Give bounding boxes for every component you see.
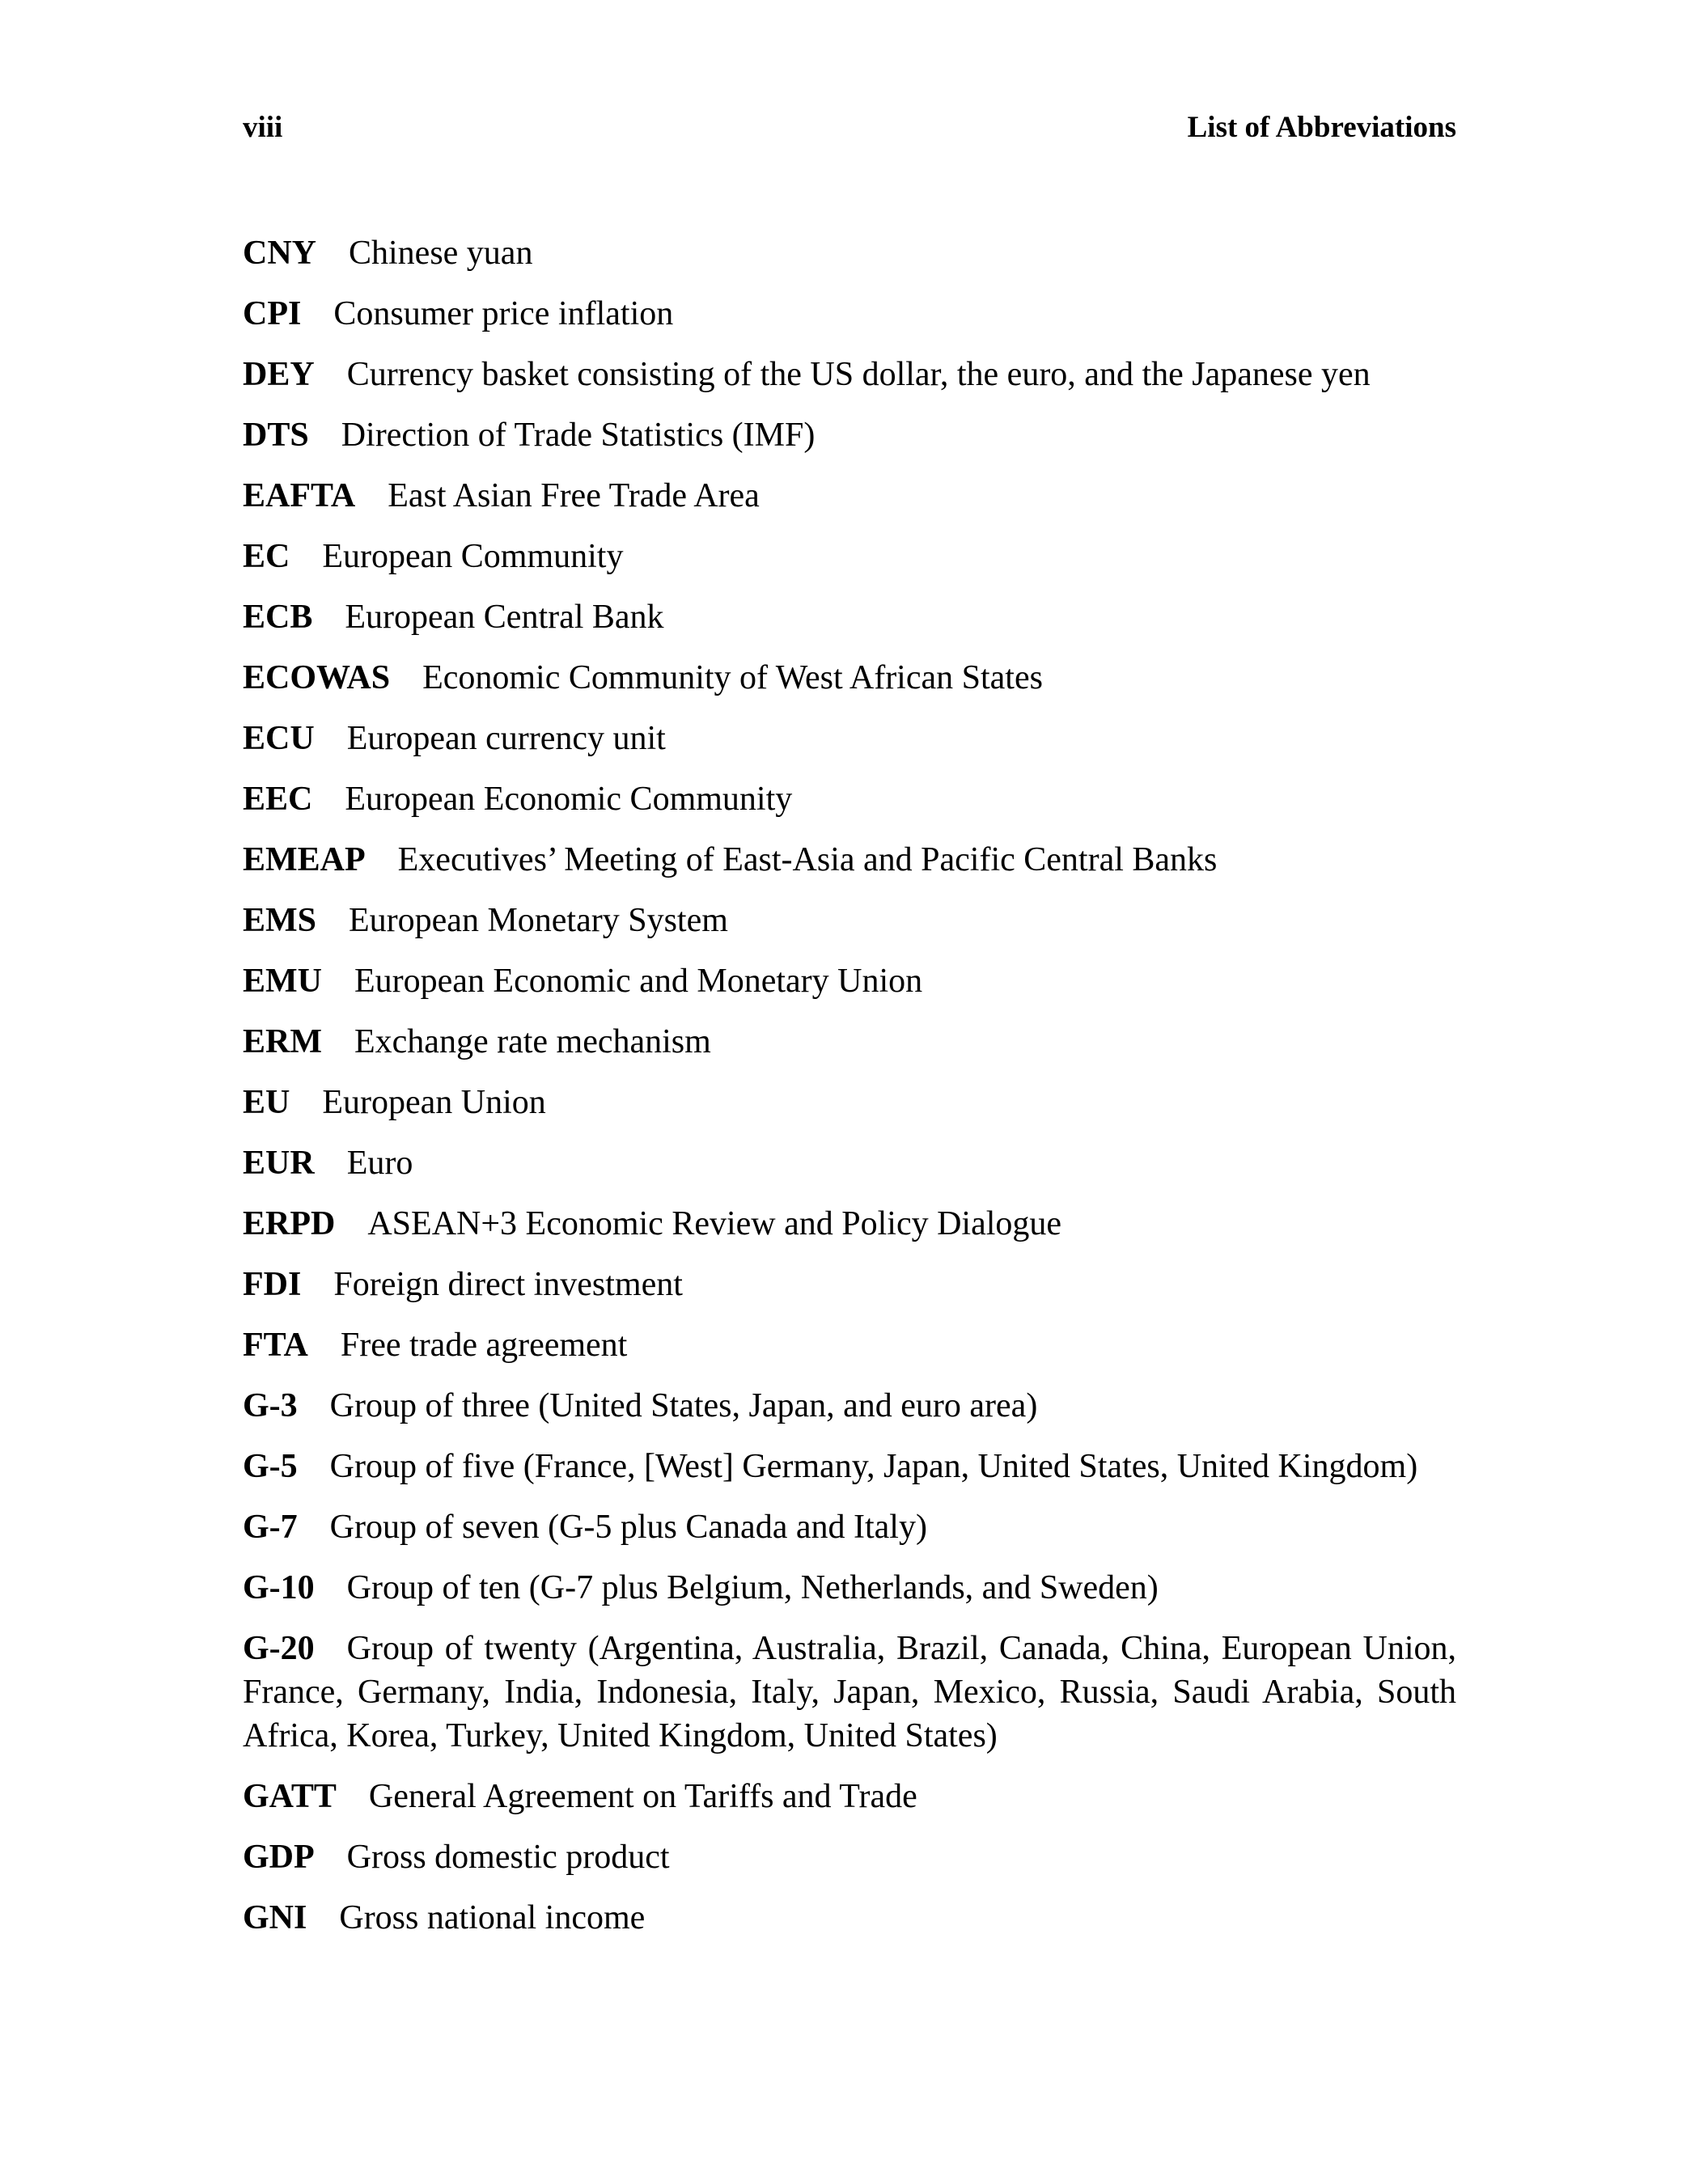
abbreviation-definition: Group of three (United States, Japan, and euro area) — [329, 1387, 1038, 1424]
abbreviation-entry — [243, 717, 1456, 760]
abbreviation-entry — [243, 353, 1456, 396]
abbreviation-term: ERM — [243, 1023, 322, 1060]
abbreviation-definition: Group of twenty (Argentina, Australia, Brazil, Canada, China, European Union, France, Germany, India, Indonesia, Italy, Japan, Mexico, Russia, Saudi Arabia, South Africa, Korea, Turkey, United Kingdom, United States) — [243, 1630, 1456, 1754]
abbreviation-definition: East Asian Free Trade Area — [388, 477, 760, 514]
abbreviation-definition: European Union — [322, 1084, 546, 1121]
abbreviation-definition: European Central Bank — [345, 599, 664, 636]
abbreviation-term: ERPD — [243, 1205, 336, 1242]
abbreviation-entry — [243, 595, 1456, 639]
abbreviation-entry — [243, 1263, 1456, 1306]
abbreviation-term: EAFTA — [243, 477, 356, 514]
abbreviation-entry — [243, 1775, 1456, 1818]
abbreviation-entry — [243, 1835, 1456, 1879]
abbreviation-term: ECOWAS — [243, 659, 391, 696]
abbreviation-entry — [243, 838, 1456, 882]
abbreviation-term: FDI — [243, 1266, 302, 1303]
abbreviation-entry — [243, 1323, 1456, 1367]
abbreviation-definition: Gross domestic product — [346, 1839, 670, 1876]
abbreviation-term: EMEAP — [243, 841, 366, 878]
abbreviation-term: GATT — [243, 1778, 337, 1815]
abbreviation-definition: Gross national income — [339, 1899, 646, 1936]
abbreviation-definition: Euro — [346, 1145, 413, 1182]
abbreviation-term: EU — [243, 1084, 290, 1121]
abbreviation-term: ECU — [243, 720, 315, 757]
abbreviation-term: GDP — [243, 1839, 315, 1876]
abbreviation-entry — [243, 1384, 1456, 1428]
abbreviation-entry — [243, 899, 1456, 942]
abbreviation-entry — [243, 1896, 1456, 1940]
abbreviation-entry — [243, 474, 1456, 518]
abbreviation-entry — [243, 656, 1456, 700]
abbreviation-entry — [243, 777, 1456, 821]
abbreviation-entry — [243, 1081, 1456, 1124]
abbreviation-entry — [243, 1566, 1456, 1610]
abbreviation-definition: General Agreement on Tariffs and Trade — [368, 1778, 917, 1815]
abbreviation-term: G-10 — [243, 1569, 315, 1606]
abbreviation-term: EMU — [243, 963, 322, 1000]
abbreviation-term: G-5 — [243, 1448, 298, 1485]
abbreviation-term: EC — [243, 538, 290, 575]
abbreviation-definition: European Economic Community — [345, 781, 793, 818]
abbreviation-definition: ASEAN+3 Economic Review and Policy Dialogue — [367, 1205, 1062, 1242]
abbreviation-entry — [243, 1627, 1456, 1758]
abbreviation-definition: Free trade agreement — [340, 1327, 628, 1364]
abbreviation-entry — [243, 292, 1456, 336]
section-title: List of Abbreviations — [1187, 111, 1456, 144]
abbreviation-entry — [243, 1141, 1456, 1185]
abbreviation-term: EMS — [243, 902, 317, 939]
abbreviation-list — [243, 231, 1456, 1957]
abbreviation-definition: Exchange rate mechanism — [354, 1023, 711, 1060]
page-number: viii — [243, 111, 283, 144]
running-head — [243, 110, 1456, 150]
abbreviation-definition: European Community — [322, 538, 624, 575]
abbreviation-entry — [243, 1445, 1456, 1488]
abbreviation-definition: Economic Community of West African States — [422, 659, 1043, 696]
abbreviation-term: G-20 — [243, 1630, 315, 1667]
abbreviation-definition: Group of five (France, [West] Germany, Japan, United States, United Kingdom) — [329, 1448, 1418, 1485]
abbreviation-definition: Chinese yuan — [349, 235, 533, 272]
abbreviation-term: DTS — [243, 417, 309, 454]
abbreviation-definition: Consumer price inflation — [333, 295, 674, 332]
abbreviation-term: G-7 — [243, 1509, 298, 1546]
abbreviation-term: EEC — [243, 781, 313, 818]
abbreviation-definition: Executives’ Meeting of East-Asia and Pacific Central Banks — [397, 841, 1218, 878]
abbreviation-definition: European currency unit — [346, 720, 666, 757]
abbreviation-entry — [243, 231, 1456, 275]
abbreviation-definition: Group of seven (G-5 plus Canada and Italy) — [329, 1509, 927, 1546]
abbreviation-entry — [243, 959, 1456, 1003]
abbreviation-entry — [243, 1020, 1456, 1064]
abbreviation-entry — [243, 413, 1456, 457]
abbreviation-definition: European Economic and Monetary Union — [354, 963, 923, 1000]
abbreviation-term: G-3 — [243, 1387, 298, 1424]
abbreviation-term: ECB — [243, 599, 313, 636]
abbreviation-term: DEY — [243, 356, 315, 393]
abbreviation-definition: Currency basket consisting of the US dollar, the euro, and the Japanese yen — [346, 356, 1371, 393]
abbreviation-definition: European Monetary System — [349, 902, 728, 939]
abbreviation-term: GNI — [243, 1899, 307, 1936]
abbreviation-term: CPI — [243, 295, 302, 332]
abbreviation-definition: Direction of Trade Statistics (IMF) — [341, 417, 816, 454]
abbreviation-definition: Group of ten (G-7 plus Belgium, Netherlands, and Sweden) — [346, 1569, 1159, 1606]
abbreviation-entry — [243, 1202, 1456, 1246]
abbreviation-entry — [243, 1505, 1456, 1549]
abbreviation-term: EUR — [243, 1145, 315, 1182]
abbreviation-term: FTA — [243, 1327, 308, 1364]
abbreviation-entry — [243, 535, 1456, 578]
abbreviation-definition: Foreign direct investment — [333, 1266, 683, 1303]
abbreviation-term: CNY — [243, 235, 316, 272]
